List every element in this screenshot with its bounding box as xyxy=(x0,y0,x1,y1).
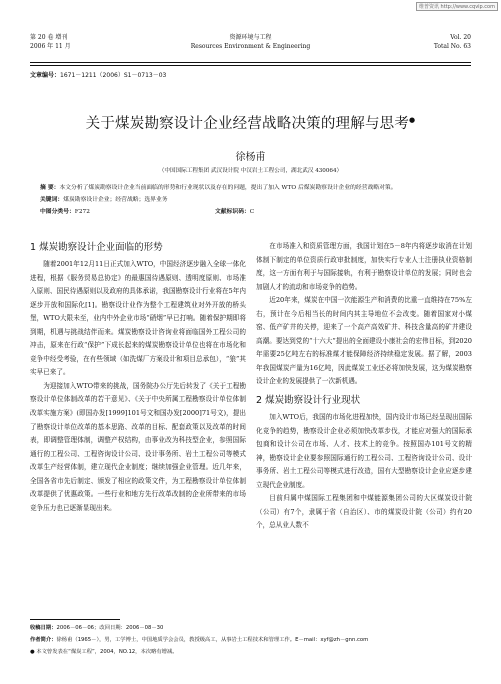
paper-title-text: 关于煤炭勘察设计企业经营战略决策的理解与思考 xyxy=(85,116,410,132)
classification-row xyxy=(40,206,461,218)
abstract-text: 本文分析了煤炭勘察设计企业当前面临的形势和行业现状以及存在的问题，提出了加入 WTO 后煤炭勘察设计企业的经营战略对策。 xyxy=(59,185,397,191)
publication-note: ● 本文曾发表在“煤炭工程”，2004，NO.12，本次略有增减。 xyxy=(30,649,178,655)
body-paragraph: 近20年来，煤炭在中国一次能源生产和消费的比重一直维持在75%左右，预计在今后相当长的时间内其主导地位不会改变。随着国家对小煤窑、低产矿井的关停，迎来了一个高产高效矿井、科技含量高的矿井建设高潮。要达到党的“十六大”提出的全面建设小康社会的宏伟目标，到2020年需要25亿吨左右的标准煤才能保障经济持续稳定发展。据了解，2003年我国煤炭产量为16亿吨，因此煤炭工业还必将加快发展，这为煤炭勘察设计企业的发展提供了一次新机遇。 xyxy=(256,296,472,386)
footnote-rule xyxy=(30,619,120,620)
footnote-block xyxy=(30,622,471,658)
body-paragraph: 目前归属中煤国际工程集团和中煤能源集团公司的大区煤炭设计院（公司）有7个，隶属于省（自治区）、市的煤炭设计院（公司）约有20个，总从业人数不 xyxy=(256,494,472,530)
body-column-left xyxy=(30,240,246,515)
header-journal xyxy=(30,33,471,51)
paper-title xyxy=(30,112,471,133)
article-number-value: 1671－1211（2006）S1－0713－03 xyxy=(60,72,167,79)
doc-code xyxy=(215,206,254,218)
clc-value: F272 xyxy=(74,209,90,215)
author-bio-text: 徐杨甫（1965－），男，工学博士，中国地质学会会员，教授级高工，从事岩土工程技术和管理工作。E－mail：xyf@zh－gnn.com xyxy=(56,637,369,643)
section-heading-2: 2 煤炭勘察设计行业现状 xyxy=(256,395,361,407)
header-rule-thick xyxy=(30,62,471,63)
article-number-label: 文章编号： xyxy=(30,72,61,79)
abstract xyxy=(40,182,461,194)
clc-label: 中图分类号： xyxy=(40,209,75,215)
header-volume-issue: 第 20 卷 增刊 xyxy=(30,34,68,41)
abstract-label: 摘 要： xyxy=(40,185,60,191)
doc-code-label: 文献标识码： xyxy=(215,209,250,215)
keywords-label: 关键词： xyxy=(40,197,64,203)
article-number xyxy=(30,70,166,79)
header-date: 2006 年 11 月 xyxy=(30,43,71,50)
received-date xyxy=(30,622,471,634)
journal-header xyxy=(30,33,471,61)
header-vol-en xyxy=(434,33,471,51)
doc-code-value: C xyxy=(249,209,255,215)
author-bio-label: 作者简介： xyxy=(30,637,57,643)
watermark-badge: 维普资讯 http://www.cqvip.com xyxy=(416,2,498,11)
body-paragraph: 为迎接加入WTO带来的挑战，国务院办公厅先后转发了《关于工程勘察设计单位体制改革的若干意见》、《关于中央所属工程勘察设计单位体制改革实施方案》(即国办发[1999]101号文和国办发[2000]71号文)，提出了勘察设计单位改革的基本思路、改革的目标、配套政策以及改革的时间表，即调整管理体制，调整产权结构，由事业改为科技型企业，参照国际通行的工程公司、工程咨询设计公司、设计事务所、岩土工程公司等模式改革生产经营体制，建立现代企业制度；继续加强企业管理。近几年来，全国各省市先后制定、颁发了相应的政策文件，为工程勘察设计单位体制改革提供了优惠政策。一些行业和地方先行改革改制的企业所带来的市场竞争压力也已逐渐显现出来。 xyxy=(30,381,246,512)
keywords-text: 煤炭勘察设计企业；经营战略；选界业务 xyxy=(63,197,168,203)
abstract-block xyxy=(40,182,461,218)
body-paragraph: 随着2001年12月11日正式加入WTO，中国经济逐步融入全球一体化进程，根据《服务贸易总协定》的最惠国待遇原则、透明度原则、市场准入原则、国民待遇原则以及政府的具体承诺，我国勘察设计行业将在5年内逐步开放和国际化[1]。勘察设计业作为整个工程建筑业对外开放的桥头堡，WTO大限未至，业内中外企业市场“硝烟”早已打响。随着保护期即将到期，机遇与挑战结伴而来。煤炭勘察设计咨询业将面临国外工程公司的冲击，原来在行政“保护”下成长起来的煤炭勘察设计单位也将在市场化和竞争中经受考验，在有些领域（如洗煤厂方案设计和项目总承包），“狼”其实早已来了。 xyxy=(30,260,246,377)
title-footnote-mark: ● xyxy=(409,116,416,125)
body-column-right xyxy=(256,240,472,533)
received-value: 2006－06－06；改回日期：2006－08－30 xyxy=(56,625,164,631)
journal-name-en: Resources Environment & Engineering xyxy=(190,43,311,50)
received-label: 收稿日期： xyxy=(30,625,57,631)
header-vol: Vol. 20 xyxy=(450,34,471,41)
header-total-no: Total No. 63 xyxy=(433,43,471,50)
author-name: 徐杨甫 xyxy=(235,152,266,163)
header-rule-thin xyxy=(30,65,471,66)
body-paragraph: 加入WTO后，我国的市场化进程加快，国内设计市场已经呈现出国际化竞争的趋势，勘察设计企业必须加快改革步伐，才能应对强大的国际承包商和设计公司在市场、人才、技术上的竞争。按照国办101号文的精神，勘察设计企业要参照国际通行的工程公司、工程咨询设计公司、设计事务所、岩土工程公司等模式进行改造，国有大型勘察设计企业应逐步建立现代企业制度。 xyxy=(256,413,472,489)
body-paragraph: 在市场准入和资质管理方面，我国计划在5－8年内将逐步取消在计划体制下制定的单位资质行政审批制度，加快实行专业人士注册执业资格制度，这一方面有利于与国际接轨，有利于勘察设计单位的发展；同时也会加剧人才的流动和市场竞争的趋势。 xyxy=(256,242,472,291)
section-heading-1: 1 煤炭勘察设计企业面临的形势 xyxy=(30,242,163,253)
author-bio xyxy=(30,634,471,646)
journal-name-cn: 资源环境与工程 xyxy=(229,34,272,41)
author-affiliation: （中国国际工程集团 武汉设计院 中汉岩土工程公司，湖北武汉 430064） xyxy=(158,168,343,174)
keywords xyxy=(40,194,461,206)
